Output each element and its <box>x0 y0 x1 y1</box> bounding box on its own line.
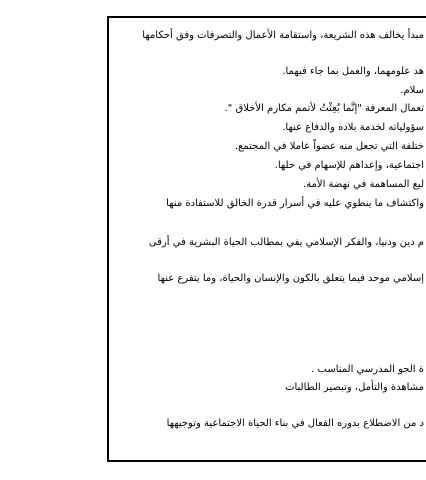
text-line-8: ليع المساهمة في نهضة الأمة. <box>302 179 424 190</box>
document-page <box>107 16 426 462</box>
text-line-6: ختلفة التي تجعل منه عضواً عاملا في المجتمع. <box>234 141 424 152</box>
text-line-2: هد علومهما، والعمل بما جاء فيهما. <box>282 66 424 77</box>
text-line-13: مشاهدة والتأمل، وتبصير الطالبات <box>285 382 424 393</box>
text-line-5: سؤولياته لخدمة بلاده والدفاع عنها. <box>282 122 424 133</box>
text-line-7: اجتماعية، وإعداهم للإسهام في حلها. <box>274 160 424 171</box>
text-line-11: إسلامي موحد فيما يتعلق بالكون والإنسان والحياة، وما يتفرع عنها <box>157 273 424 284</box>
text-line-14: د من الاضطلاع بدوره الفعال في بناء الحياة الاجتماعية وتوجيهها <box>166 418 424 429</box>
text-line-4: تعمال المعرفة "إنَّما بُعِثْتُ لأتمم مكارم الأخلاق ". <box>224 103 424 114</box>
text-line-9: واكتشاف ما ينطوي عليه في أسرار قدرة الخالق للاستفادة منها <box>166 198 424 209</box>
text-line-3: سلام. <box>400 85 424 96</box>
text-line-10: م دين ودنيا، والفكر الإسلامي يفي بمطالب الحياة البشرية في أرقى <box>148 237 424 248</box>
text-line-12: ة الجو المدرسي المناسب . <box>311 364 424 375</box>
text-line-1: مبدأ يخالف هذه الشريعة، واستقامة الأعمال والتصرفات وفق أحكامها <box>142 30 424 41</box>
